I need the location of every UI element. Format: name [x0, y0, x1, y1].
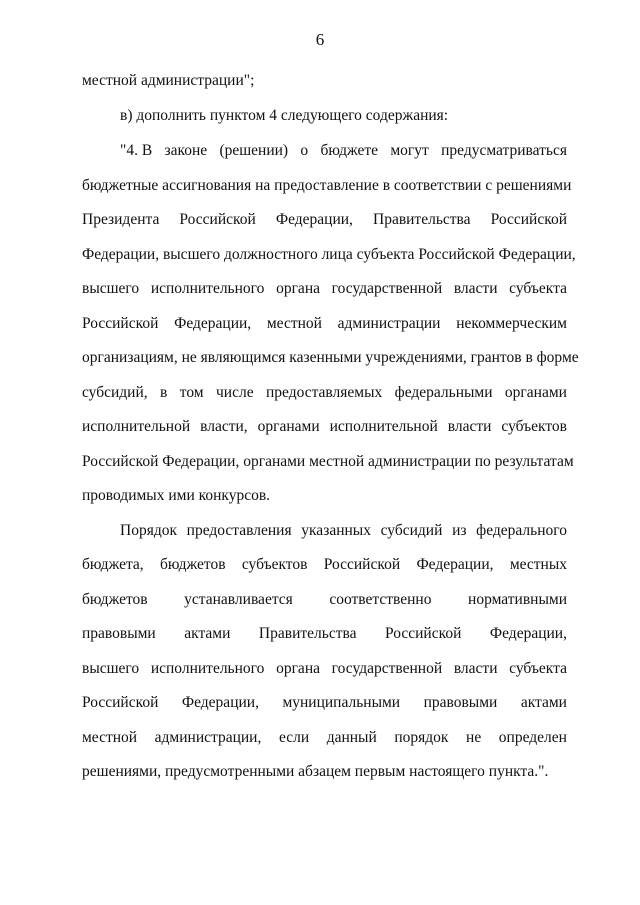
text-line — [82, 314, 567, 334]
text-line: Федерации, высшего должностного лица субъекта Российской Федерации, — [82, 246, 576, 263]
word: Федерации, — [275, 211, 353, 228]
text-line — [120, 141, 567, 161]
word: власти — [453, 280, 498, 297]
text-line: проводимых ими конкурсов. — [82, 487, 271, 504]
word: субсидий, — [82, 384, 148, 401]
word: субъектов — [501, 418, 567, 435]
word: органа — [276, 660, 320, 677]
word: нормативными — [468, 591, 567, 608]
word: правовыми — [82, 625, 156, 642]
word: органами — [257, 418, 320, 435]
word: Федерации, — [174, 315, 252, 332]
word: соответственно — [329, 591, 432, 608]
word: Федерации, — [181, 694, 259, 711]
word: Российской — [82, 315, 159, 332]
word: если — [278, 729, 310, 746]
word: порядок — [394, 729, 449, 746]
word: Федерации, — [416, 556, 494, 573]
text-line: решениями, предусмотренными абзацем первым настоящего пункта.". — [82, 763, 549, 780]
word: власти — [453, 660, 498, 677]
word: в — [160, 384, 168, 401]
word: субъектов — [241, 556, 308, 573]
word: органами — [504, 384, 567, 401]
text-line — [82, 279, 567, 299]
word: Правительства — [258, 625, 357, 642]
word: некоммерческим — [456, 315, 567, 332]
word: из — [452, 522, 467, 539]
word: местной — [266, 315, 322, 332]
word: муниципальными — [282, 694, 401, 711]
word: органа — [276, 280, 320, 297]
word: администрации, — [154, 729, 262, 746]
word: правовыми — [423, 694, 498, 711]
word: Российской — [179, 211, 256, 228]
word: местной — [82, 729, 138, 746]
text-line: местной администрации"; — [82, 72, 255, 89]
text-line: бюджетные ассигнования на предоставление в соответствии с решениями — [82, 177, 572, 194]
word: Российской — [323, 556, 401, 573]
word: Российской — [490, 211, 567, 228]
word: предоставления — [186, 522, 292, 539]
word: "4. В — [120, 142, 153, 159]
text-line — [82, 659, 567, 679]
word: Федерации, — [489, 625, 567, 642]
word: Российской — [82, 694, 159, 711]
word: власти — [447, 418, 492, 435]
word: Российской — [384, 625, 462, 642]
word: исполнительной — [82, 418, 191, 435]
word: данный — [326, 729, 377, 746]
word: бюджета, — [82, 556, 144, 573]
text-line: Российской Федерации, органами местной администрации по результатам — [82, 453, 574, 470]
word: устанавливается — [184, 591, 293, 608]
word: государственной — [331, 660, 443, 677]
text-line — [82, 728, 567, 748]
word: исполнительного — [150, 660, 265, 677]
word: исполнительной — [329, 418, 438, 435]
word: предоставляемых — [265, 384, 383, 401]
word: Президента — [82, 211, 160, 228]
word: власти, — [200, 418, 248, 435]
word: законе — [164, 142, 208, 159]
word: бюджетов — [159, 556, 226, 573]
word: субъекта — [509, 660, 567, 677]
text-line — [82, 210, 567, 230]
word: о — [300, 142, 309, 159]
word: федеральными — [394, 384, 493, 401]
word: субъекта — [509, 280, 567, 297]
word: федерального — [476, 522, 567, 539]
word: администрации — [337, 315, 441, 332]
word: актами — [520, 694, 567, 711]
word: числе — [215, 384, 254, 401]
text-line — [82, 383, 567, 403]
word: предусматриваться — [441, 142, 567, 159]
word: субсидий — [380, 522, 443, 539]
word: актами — [184, 625, 231, 642]
word: бюджете — [320, 142, 379, 159]
word: (решении) — [219, 142, 289, 159]
word: высшего — [82, 660, 140, 677]
word: Порядок — [120, 522, 177, 539]
text-line — [82, 590, 567, 610]
word: местных — [509, 556, 567, 573]
text-line: в) дополнить пунктом 4 следующего содержания: — [120, 107, 449, 124]
page-number: 6 — [315, 30, 325, 49]
word: указанных — [301, 522, 371, 539]
word: определен — [498, 729, 567, 746]
word: могут — [390, 142, 429, 159]
word: государственной — [331, 280, 443, 297]
word: Правительства — [373, 211, 471, 228]
text-line — [82, 555, 567, 575]
text-line: организациям, не являющимся казенными учреждениями, грантов в форме — [82, 349, 579, 366]
text-line — [82, 693, 567, 713]
word: высшего — [82, 280, 140, 297]
word: том — [179, 384, 204, 401]
word: исполнительного — [150, 280, 265, 297]
word: бюджетов — [82, 591, 148, 608]
word: не — [466, 729, 482, 746]
text-line — [82, 624, 567, 644]
text-line — [82, 417, 567, 437]
text-line — [120, 521, 567, 541]
